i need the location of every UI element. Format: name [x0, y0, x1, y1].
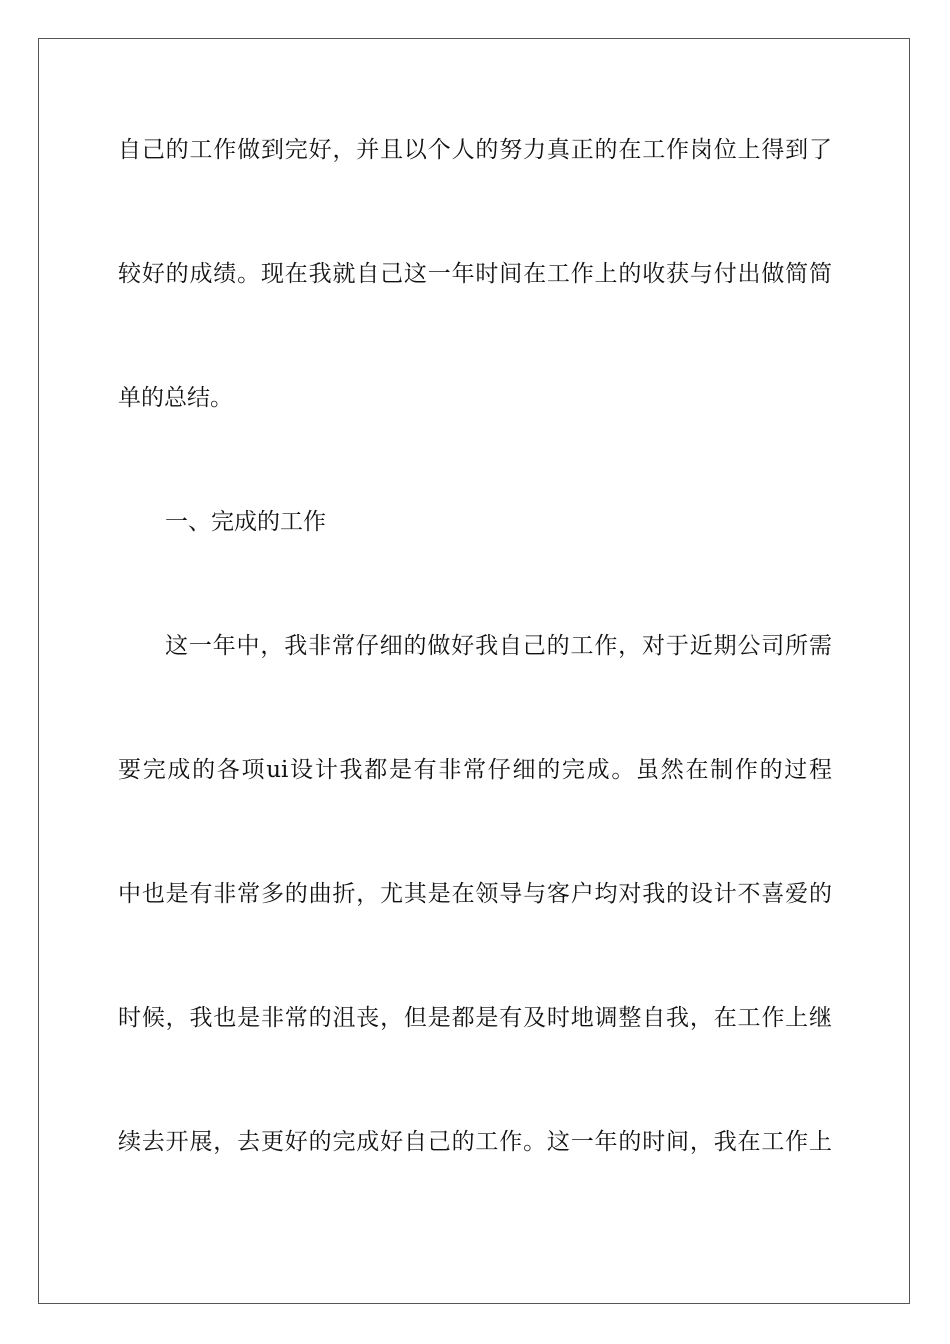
- paragraph-line-5: 这一年中，我非常仔细的做好我自己的工作，对于近期公司所需: [165, 633, 832, 659]
- paragraph-line-1: 自己的工作做到完好，并且以个人的努力真正的在工作岗位上得到了: [118, 137, 832, 163]
- page-border: [38, 38, 910, 1304]
- paragraph-line-7: 中也是有非常多的曲折，尤其是在领导与客户均对我的设计不喜爱的: [118, 881, 832, 907]
- paragraph-line-8: 时候，我也是非常的沮丧，但是都是有及时地调整自我，在工作上继: [118, 1005, 832, 1031]
- paragraph-line-3: 单的总结。: [118, 385, 233, 411]
- paragraph-line-9: 续去开展，去更好的完成好自己的工作。这一年的时间，我在工作上: [118, 1129, 832, 1155]
- section-heading: 一、完成的工作: [165, 509, 326, 535]
- paragraph-line-6: 要完成的各项ui设计我都是有非常仔细的完成。虽然在制作的过程: [118, 757, 832, 783]
- paragraph-line-2: 较好的成绩。现在我就自己这一年时间在工作上的收获与付出做简简: [118, 261, 832, 287]
